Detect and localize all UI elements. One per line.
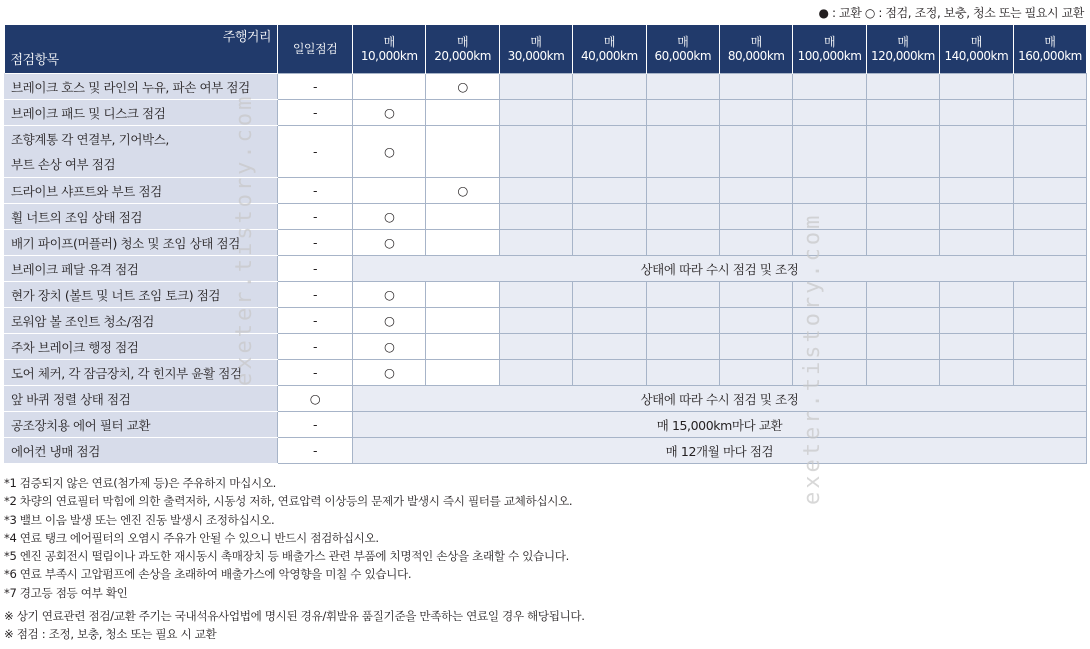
- interval-mark-cell: ○: [353, 334, 426, 360]
- table-row: [5, 438, 1087, 464]
- table-row: [5, 386, 1087, 412]
- daily-check-cell: -: [278, 126, 353, 178]
- item-name-cell: 도어 체커, 각 잠금장치, 각 힌지부 윤활 점검: [5, 360, 278, 386]
- interval-mark-cell: [1013, 178, 1086, 204]
- interval-header: [426, 25, 499, 74]
- interval-mark-cell: [866, 230, 939, 256]
- interval-mark-cell: [866, 126, 939, 178]
- interval-km: 10,000km: [360, 49, 418, 63]
- interval-mark-cell: ○: [353, 308, 426, 334]
- interval-mark-cell: [719, 204, 792, 230]
- interval-mark-cell: [719, 74, 792, 100]
- daily-check-cell: -: [278, 204, 353, 230]
- interval-mark-cell: [646, 126, 719, 178]
- header-corner-cell: [5, 25, 278, 74]
- note-line: *6 연료 부족시 고압펌프에 손상을 초래하여 배출가스에 악영향을 미칠 수 있습니다.: [4, 567, 412, 582]
- daily-check-cell: ○: [278, 386, 353, 412]
- daily-check-cell: -: [278, 178, 353, 204]
- daily-check-cell: -: [278, 438, 353, 464]
- interval-mark-cell: [573, 204, 646, 230]
- interval-header: [573, 25, 646, 74]
- interval-mark-cell: [573, 282, 646, 308]
- interval-mark-cell: [426, 204, 499, 230]
- table-row: [5, 74, 1087, 100]
- interval-mark-cell: [1013, 74, 1086, 100]
- interval-mark-cell: [646, 334, 719, 360]
- interval-mark-cell: [866, 308, 939, 334]
- interval-mark-cell: [1013, 308, 1086, 334]
- interval-mark-cell: [426, 126, 499, 178]
- table-row: [5, 282, 1087, 308]
- interval-mark-cell: [719, 100, 792, 126]
- table-row: [5, 126, 1087, 178]
- interval-mark-cell: [940, 178, 1013, 204]
- footnote-line: ※ 점검 : 조정, 보충, 청소 또는 필요 시 교환: [4, 627, 217, 642]
- note-line: *3 밸브 이음 발생 또는 엔진 진동 발생시 조정하십시오.: [4, 512, 275, 527]
- interval-span-cell: 상태에 따라 수시 점검 및 조정: [353, 386, 1087, 412]
- interval-header: [866, 25, 939, 74]
- interval-mark-cell: [940, 334, 1013, 360]
- interval-mark-cell: [940, 282, 1013, 308]
- interval-mark-cell: [426, 230, 499, 256]
- interval-mark-cell: [940, 100, 1013, 126]
- interval-mark-cell: [866, 74, 939, 100]
- interval-mark-cell: [1013, 126, 1086, 178]
- note-line: *5 엔진 공회전시 떨림이나 과도한 재시동시 촉매장치 등 배출가스 관련 부품에 치명적인 손상을 초래할 수 있습니다.: [4, 549, 569, 564]
- daily-check-cell: -: [278, 282, 353, 308]
- item-name-cell: 브레이크 페달 유격 점검: [5, 256, 278, 282]
- interval-span-cell: 매 15,000km마다 교환: [353, 412, 1087, 438]
- interval-header: [793, 25, 866, 74]
- interval-prefix: 매: [677, 35, 689, 49]
- footnote-line: ※ 상기 연료관련 점검/교환 주기는 국내석유사업법에 명시된 경유/휘발유 품질기준을 만족하는 연료일 경우 해당됩니다.: [4, 609, 585, 624]
- interval-mark-cell: [866, 282, 939, 308]
- distance-header: 주행거리: [222, 30, 271, 45]
- daily-check-cell: -: [278, 74, 353, 100]
- item-name-cell: 브레이크 패드 및 디스크 점검: [5, 100, 278, 126]
- interval-mark-cell: [866, 178, 939, 204]
- interval-mark-cell: [499, 334, 572, 360]
- item-name-cell: 현가 장치 (볼트 및 너트 조임 토크) 점검: [5, 282, 278, 308]
- interval-mark-cell: [646, 204, 719, 230]
- interval-mark-cell: [426, 360, 499, 386]
- interval-mark-cell: [499, 360, 572, 386]
- interval-mark-cell: [426, 282, 499, 308]
- interval-mark-cell: [573, 360, 646, 386]
- interval-mark-cell: [499, 100, 572, 126]
- table-row: [5, 204, 1087, 230]
- table-row: [5, 308, 1087, 334]
- interval-mark-cell: ○: [353, 204, 426, 230]
- interval-mark-cell: [1013, 360, 1086, 386]
- interval-mark-cell: [426, 100, 499, 126]
- interval-mark-cell: [573, 334, 646, 360]
- interval-mark-cell: [499, 126, 572, 178]
- interval-mark-cell: [940, 308, 1013, 334]
- daily-check-cell: -: [278, 100, 353, 126]
- item-name-cell: 에어컨 냉매 점검: [5, 438, 278, 464]
- table-row: [5, 100, 1087, 126]
- interval-mark-cell: ○: [353, 230, 426, 256]
- interval-mark-cell: [719, 126, 792, 178]
- interval-mark-cell: [573, 74, 646, 100]
- table-row: [5, 230, 1087, 256]
- item-header: 점검항목: [10, 53, 59, 68]
- item-name-cell: 휠 너트의 조임 상태 점검: [5, 204, 278, 230]
- interval-span-cell: 상태에 따라 수시 점검 및 조정: [353, 256, 1087, 282]
- interval-mark-cell: [793, 100, 866, 126]
- interval-km: 120,000km: [871, 49, 935, 63]
- watermark-left: exeter.tistory.com: [232, 93, 257, 386]
- interval-header: [499, 25, 572, 74]
- item-name-cell: 브레이크 호스 및 라인의 누유, 파손 여부 점검: [5, 74, 278, 100]
- interval-mark-cell: [573, 178, 646, 204]
- interval-mark-cell: ○: [426, 74, 499, 100]
- interval-mark-cell: [793, 178, 866, 204]
- interval-mark-cell: [1013, 334, 1086, 360]
- note-line: *2 차량의 연료필터 막힘에 의한 출력저하, 시동성 저하, 연료압력 이상등의 문제가 발생시 즉시 필터를 교체하십시오.: [4, 494, 573, 509]
- daily-check-cell: -: [278, 360, 353, 386]
- item-name-cell: 드라이브 샤프트와 부트 점검: [5, 178, 278, 204]
- interval-mark-cell: [1013, 282, 1086, 308]
- maintenance-schedule-table: [4, 25, 1087, 464]
- interval-km: 30,000km: [507, 49, 565, 63]
- interval-mark-cell: [1013, 230, 1086, 256]
- interval-mark-cell: [573, 126, 646, 178]
- interval-mark-cell: [646, 100, 719, 126]
- interval-prefix: 매: [530, 35, 542, 49]
- table-row: [5, 334, 1087, 360]
- interval-header: [646, 25, 719, 74]
- daily-check-cell: -: [278, 230, 353, 256]
- item-name-cell: 공조장치용 에어 필터 교환: [5, 412, 278, 438]
- interval-mark-cell: [499, 282, 572, 308]
- note-line: *1 검증되지 않은 연료(첨가제 등)은 주유하지 마십시오.: [4, 476, 277, 490]
- item-name-line: 조향계통 각 연결부, 기어박스,: [11, 131, 169, 147]
- interval-mark-cell: [940, 126, 1013, 178]
- interval-mark-cell: [353, 178, 426, 204]
- interval-mark-cell: [940, 230, 1013, 256]
- item-name-line: 부트 손상 여부 점검: [11, 156, 116, 172]
- interval-mark-cell: [719, 282, 792, 308]
- interval-prefix: 매: [897, 35, 909, 49]
- daily-check-cell: -: [278, 334, 353, 360]
- interval-mark-cell: [499, 74, 572, 100]
- interval-prefix: 매: [823, 35, 836, 49]
- interval-mark-cell: [426, 308, 499, 334]
- interval-prefix: 매: [383, 35, 395, 49]
- interval-mark-cell: [719, 308, 792, 334]
- table-row: [5, 178, 1087, 204]
- interval-mark-cell: ○: [353, 126, 426, 178]
- interval-mark-cell: [719, 178, 792, 204]
- interval-mark-cell: ○: [353, 282, 426, 308]
- interval-prefix: 매: [750, 35, 762, 49]
- interval-mark-cell: [793, 74, 866, 100]
- table-row: [5, 360, 1087, 386]
- interval-mark-cell: ○: [353, 100, 426, 126]
- daily-check-header: 일일점검: [278, 25, 353, 74]
- table-row: [5, 412, 1087, 438]
- interval-mark-cell: [646, 360, 719, 386]
- interval-mark-cell: [499, 230, 572, 256]
- interval-mark-cell: [646, 230, 719, 256]
- note-line: *4 연료 탱크 에어필터의 오염시 주유가 안될 수 있으니 반드시 점검하십시오.: [4, 530, 379, 545]
- interval-mark-cell: [573, 230, 646, 256]
- interval-mark-cell: [646, 74, 719, 100]
- header-row: [5, 25, 1087, 74]
- interval-span-cell: 매 12개월 마다 점검: [353, 438, 1087, 464]
- interval-mark-cell: [573, 100, 646, 126]
- interval-header: [353, 25, 426, 74]
- interval-km: 160,000km: [1018, 49, 1082, 63]
- daily-check-cell: -: [278, 256, 353, 282]
- interval-km: 100,000km: [797, 49, 862, 63]
- note-line: *7 경고등 점등 여부 확인: [4, 585, 128, 600]
- daily-check-cell: -: [278, 308, 353, 334]
- interval-prefix: 매: [603, 35, 615, 49]
- interval-mark-cell: [866, 204, 939, 230]
- interval-mark-cell: [866, 360, 939, 386]
- interval-mark-cell: [719, 334, 792, 360]
- interval-mark-cell: [499, 204, 572, 230]
- interval-mark-cell: [719, 360, 792, 386]
- interval-mark-cell: [499, 308, 572, 334]
- interval-header: [719, 25, 792, 74]
- watermark-right: exeter.tistory.com: [800, 212, 825, 505]
- interval-mark-cell: [1013, 100, 1086, 126]
- interval-mark-cell: [866, 334, 939, 360]
- interval-mark-cell: [426, 334, 499, 360]
- interval-mark-cell: [866, 100, 939, 126]
- item-name-cell: 로워암 볼 조인트 청소/점검: [5, 308, 278, 334]
- interval-header: [1013, 25, 1086, 74]
- interval-mark-cell: [646, 282, 719, 308]
- item-name-cell: 배기 파이프(머플러) 청소 및 조임 상태 점검: [5, 230, 278, 256]
- item-name-cell: 주차 브레이크 행정 점검: [5, 334, 278, 360]
- interval-km: 40,000km: [581, 49, 638, 63]
- interval-mark-cell: [499, 178, 572, 204]
- interval-mark-cell: [1013, 204, 1086, 230]
- interval-mark-cell: [646, 178, 719, 204]
- interval-km: 20,000km: [434, 49, 491, 63]
- interval-mark-cell: ○: [353, 360, 426, 386]
- interval-mark-cell: [940, 360, 1013, 386]
- interval-mark-cell: [940, 74, 1013, 100]
- item-name-cell: 앞 바퀴 정렬 상태 점검: [5, 386, 278, 412]
- interval-mark-cell: ○: [426, 178, 499, 204]
- interval-km: 80,000km: [727, 49, 785, 63]
- symbol-legend: ● : 교환 ○ : 점검, 조정, 보충, 청소 또는 필요시 교환: [818, 6, 1084, 20]
- interval-mark-cell: [719, 230, 792, 256]
- interval-km: 60,000km: [654, 49, 712, 63]
- notes-section: [4, 474, 585, 644]
- interval-km: 140,000km: [944, 49, 1009, 63]
- interval-mark-cell: [940, 204, 1013, 230]
- table-row: [5, 256, 1087, 282]
- daily-check-cell: -: [278, 412, 353, 438]
- interval-header: [940, 25, 1013, 74]
- interval-prefix: 매: [970, 35, 982, 49]
- interval-mark-cell: [793, 126, 866, 178]
- interval-mark-cell: [353, 74, 426, 100]
- interval-mark-cell: [646, 308, 719, 334]
- interval-mark-cell: [573, 308, 646, 334]
- interval-prefix: 매: [457, 35, 469, 49]
- interval-prefix: 매: [1044, 35, 1056, 49]
- schedule-body: [5, 74, 1087, 464]
